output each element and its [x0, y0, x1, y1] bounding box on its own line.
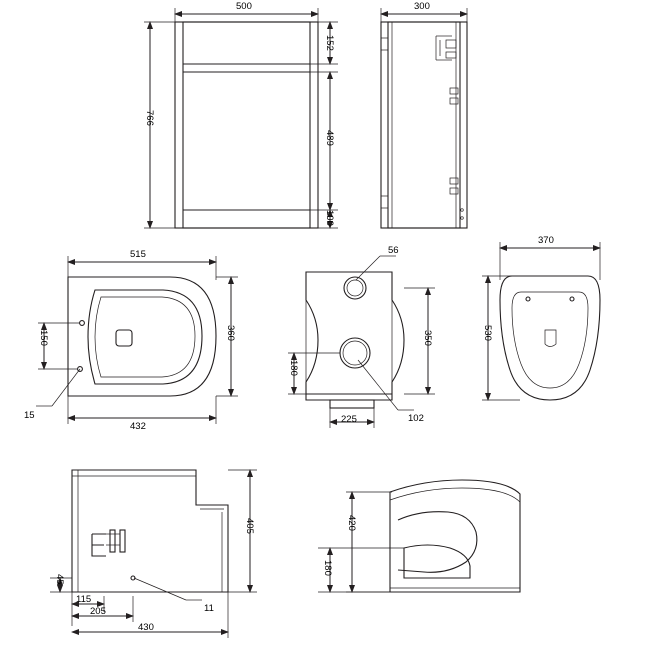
dim-300: 300 — [414, 1, 430, 12]
dim-150: 150 — [38, 330, 49, 346]
dim-500: 500 — [236, 1, 252, 12]
dim-180-side: 180 — [322, 560, 333, 576]
dim-102: 102 — [408, 413, 424, 424]
dim-405: 405 — [244, 518, 255, 534]
dim-56: 56 — [388, 245, 399, 256]
dim-420: 420 — [346, 515, 357, 531]
dim-225: 225 — [341, 414, 357, 425]
dim-370: 370 — [538, 235, 554, 246]
dim-45: 45 — [54, 574, 65, 585]
dim-100: 100 — [324, 210, 335, 226]
dim-350: 350 — [422, 330, 433, 346]
dim-180-rear: 180 — [288, 360, 299, 376]
dim-15: 15 — [24, 410, 35, 421]
dim-515: 515 — [130, 249, 146, 260]
dim-489: 489 — [324, 130, 335, 146]
dim-11: 11 — [204, 603, 214, 614]
dim-115: 115 — [76, 594, 92, 605]
dim-432: 432 — [130, 421, 146, 432]
dim-430: 430 — [138, 622, 154, 633]
dim-766: 766 — [144, 110, 155, 126]
dim-530: 530 — [482, 325, 493, 341]
dim-205: 205 — [90, 606, 106, 617]
dim-360: 360 — [225, 325, 236, 341]
dim-152: 152 — [324, 35, 335, 51]
